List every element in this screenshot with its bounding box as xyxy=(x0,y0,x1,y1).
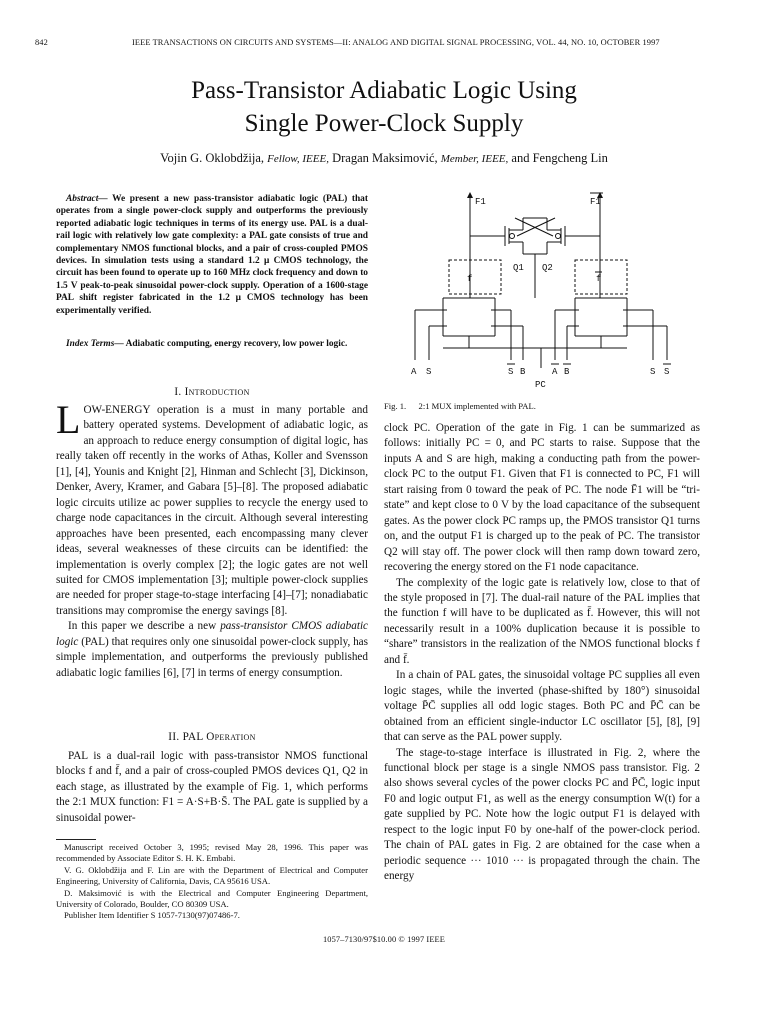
footnote-received: Manuscript received October 3, 1995; revised May 28, 1996. This paper was recommended by Associate Editor S. H. K. Embabi. xyxy=(56,842,368,864)
label-b-bar: B xyxy=(564,367,570,377)
abstract xyxy=(56,193,368,317)
intro-paragraph-2 xyxy=(56,619,368,681)
label-f: f xyxy=(467,274,473,284)
intro-p2-em: pass-transistor CMOS adiabatic logic xyxy=(56,620,369,648)
label-a-bar: A xyxy=(552,367,558,377)
footnote-affiliation-1: V. G. Oklobdžija and F. Lin are with the Department of Electrical and Computer Engineering, University of California, Davis, CA 95616 USA. xyxy=(56,864,368,887)
intro-p2-a: In this paper we describe a new xyxy=(68,620,217,633)
section-number: I. xyxy=(174,386,182,398)
paper-title-line-1: Pass-Transistor Adiabatic Logic Using xyxy=(191,77,577,104)
abstract-label: Abstract— xyxy=(66,194,108,204)
label-s: S xyxy=(426,367,432,377)
footnote-identifier: Publisher Item Identifier S 1057-7130(97)07486-7. xyxy=(64,910,240,921)
footnote-affiliation-2: D. Maksimović is with the Electrical and Computer Engineering Department, University of Colorado, Boulder, CO 80309 USA. xyxy=(56,887,368,910)
pal-body xyxy=(56,749,368,826)
section-title: Introduction xyxy=(184,386,250,398)
label-f-bar: f xyxy=(596,274,602,284)
section-number: II. xyxy=(168,731,180,743)
label-q1: Q1 xyxy=(513,263,524,273)
drop-cap: L xyxy=(56,397,81,442)
page-number: 842 xyxy=(35,38,48,47)
caption-text: 2:1 MUX implemented with PAL. xyxy=(418,401,536,411)
author-2-role: Member, IEEE, xyxy=(440,153,509,165)
author-1: Vojin G. Oklobdžija, xyxy=(160,151,265,165)
right-column-body xyxy=(384,421,700,885)
figure-caption xyxy=(384,401,536,411)
label-f1: F1 xyxy=(475,197,486,207)
paper-title-line-2: Single Power-Clock Supply xyxy=(244,110,524,137)
right-paragraph-4: The stage-to-stage interface is illustrated in Fig. 2, where the functional block per stage is a single NMOS pass transistor. Fig. 2 also shows several cycles of the power clocks PC and P̄C̄, logic input F0 and logic output F1, as well as the energy consumption W(t) for a gate supplied by PC. Note how the logic output F1 is delayed with respect to the logic input F0 by one-half of the power-clock period. The chain of PAL gates in Fig. 2 are obtained for the case when a periodic sequence ··· 1010 ··· is propagated through the chain. The energy xyxy=(384,746,700,883)
intro-p2-b: (PAL) that requires only one sinusoidal power-clock supply, has simple implementation, and outperforms the previously published adiabatic logic families [6], [7] in terms of energy consumption. xyxy=(56,635,369,679)
label-s-right: S xyxy=(650,367,656,377)
intro-paragraph-1 xyxy=(56,397,368,619)
journal-header: IEEE TRANSACTIONS ON CIRCUITS AND SYSTEMS—II: ANALOG AND DIGITAL SIGNAL PROCESSING, VOL. 44, NO. 10, OCTOBER 1997 xyxy=(132,38,660,47)
section-heading-intro xyxy=(56,386,368,398)
copyright-footer: 1057–7130/97$10.00 © 1997 IEEE xyxy=(323,935,445,944)
figure-1-schematic xyxy=(395,188,685,393)
index-terms-label: Index Terms— xyxy=(66,339,124,349)
label-s-bar-right: S xyxy=(664,367,670,377)
author-3: and Fengcheng Lin xyxy=(511,151,608,165)
caption-label: Fig. 1. xyxy=(384,401,407,411)
author-2: Dragan Maksimović, xyxy=(332,151,438,165)
author-1-role: Fellow, IEEE, xyxy=(267,153,329,165)
intro-body xyxy=(56,397,369,681)
abstract-text: We present a new pass-transistor adiabatic logic (PAL) that operates from a single power-clock supply and outperforms the previously reported adiabatic logic techniques in terms of its energy use. PAL is a dual-rail logic with relatively low gate complexity: a PAL gate consists of true and complementary NMOS functional blocks, and a pair of cross-coupled PMOS devices. In simulation tests using a standard 1.2 μ CMOS technology, the circuit has been found to operate up to 160 MHz clock frequency and down to 1.5 V peak-to-peak sinusoidal power-clock supply. Operation of a 1600-stage PAL shift register fabricated in the 1.2 μ CMOS technology has been experimentally verified. xyxy=(56,194,368,316)
label-b: B xyxy=(520,367,526,377)
right-paragraph-2: The complexity of the logic gate is relatively low, close to that of the style proposed in [7]. The dual-rail nature of the PAL implies that the function f will have to be duplicated as f̄. However, this will not necessarily result in a 100% duplication because it is possible to “share” transistors in the realization of the NMOS functional blocks f and f̄. xyxy=(384,576,700,666)
label-s-bar: S xyxy=(508,367,514,377)
right-paragraph-1: clock PC. Operation of the gate in Fig. 1 can be summarized as follows: initially PC = 0, and PC starts to raise. Suppose that the inputs A and S are high, making a conducting path from the power-clock PC to the output F1. Given that F1 is connected to PC, F1 will start raising from 0 toward the peak of PC. The node F̄1 will be “tri-state” and kept close to 0 V by the load capacitance of the subsequent gates. As the power clock PC ramps up, the PMOS transistor Q1 turns on, and the output F1 is charged up to the peak of PC. The transistor Q2 will stay off. The power clock will then ramp down toward zero, recovering the energy stored on the F1 node capacitance. xyxy=(384,422,700,574)
author-line xyxy=(0,151,768,166)
section-heading-pal xyxy=(56,731,368,743)
right-paragraph-3: In a chain of PAL gates, the sinusoidal voltage PC supplies all even logic stages, while the inverted (phase-shifted by 180°) sinusoidal voltage P̄C̄ supplies all odd logic stages. Both PC and P̄C̄ can be obtained from an efficient single-inductor LC oscillator [5], [8], [9] that can serve as the PAL power supply. xyxy=(384,669,700,744)
label-f1-bar: F1 xyxy=(590,197,601,207)
index-terms-text: Adiabatic computing, energy recovery, low power logic. xyxy=(125,339,348,349)
index-terms xyxy=(56,338,368,350)
footnotes xyxy=(56,842,368,922)
pal-paragraph-1: PAL is a dual-rail logic with pass-transistor NMOS functional blocks f and f̄, and a pair of cross-coupled PMOS devices Q1, Q2 in each stage, as illustrated by the example of Fig. 1, which performs the 2:1 MUX function: F1 = A·S+B·S̄. The PAL gate is supplied by a sinusoidal power- xyxy=(56,750,368,824)
label-q2: Q2 xyxy=(542,263,553,273)
arrow-up-icon xyxy=(467,192,473,198)
section-title: PAL Operation xyxy=(182,731,256,743)
footnote-rule xyxy=(56,839,96,840)
label-pc: PC xyxy=(535,380,546,390)
label-a: A xyxy=(411,367,417,377)
intro-p1-text: OW-ENERGY operation is a must in many portable and battery operated systems. Development of adiabatic logic, as an approach to reduce energy consumption of digital logic, has really taken off recently in the works of Athas, Koller and Svensson [1], [4], Younis and Knight [2], Hinman and Schlecht [3], Dickinson, Denker, Avery, Kramer, and Gabara [5]–[8]. The proposed adiabatic logic circuits utilize ac power supplies to recycle the energy used to charge node capacitances in the circuit. Although several interesting approaches have been presented, each encompassing many clever ideas, several weaknesses of these circuits can be identified: the implementation is overly complex [2]; the logic gates are not well suited for CMOS implementation [3]; multiple power-clock supplies are needed for proper stage-to-stage interfacing [4]–[7]; nonadiabatic transitions may compromise the energy savings [8]. xyxy=(56,404,368,617)
